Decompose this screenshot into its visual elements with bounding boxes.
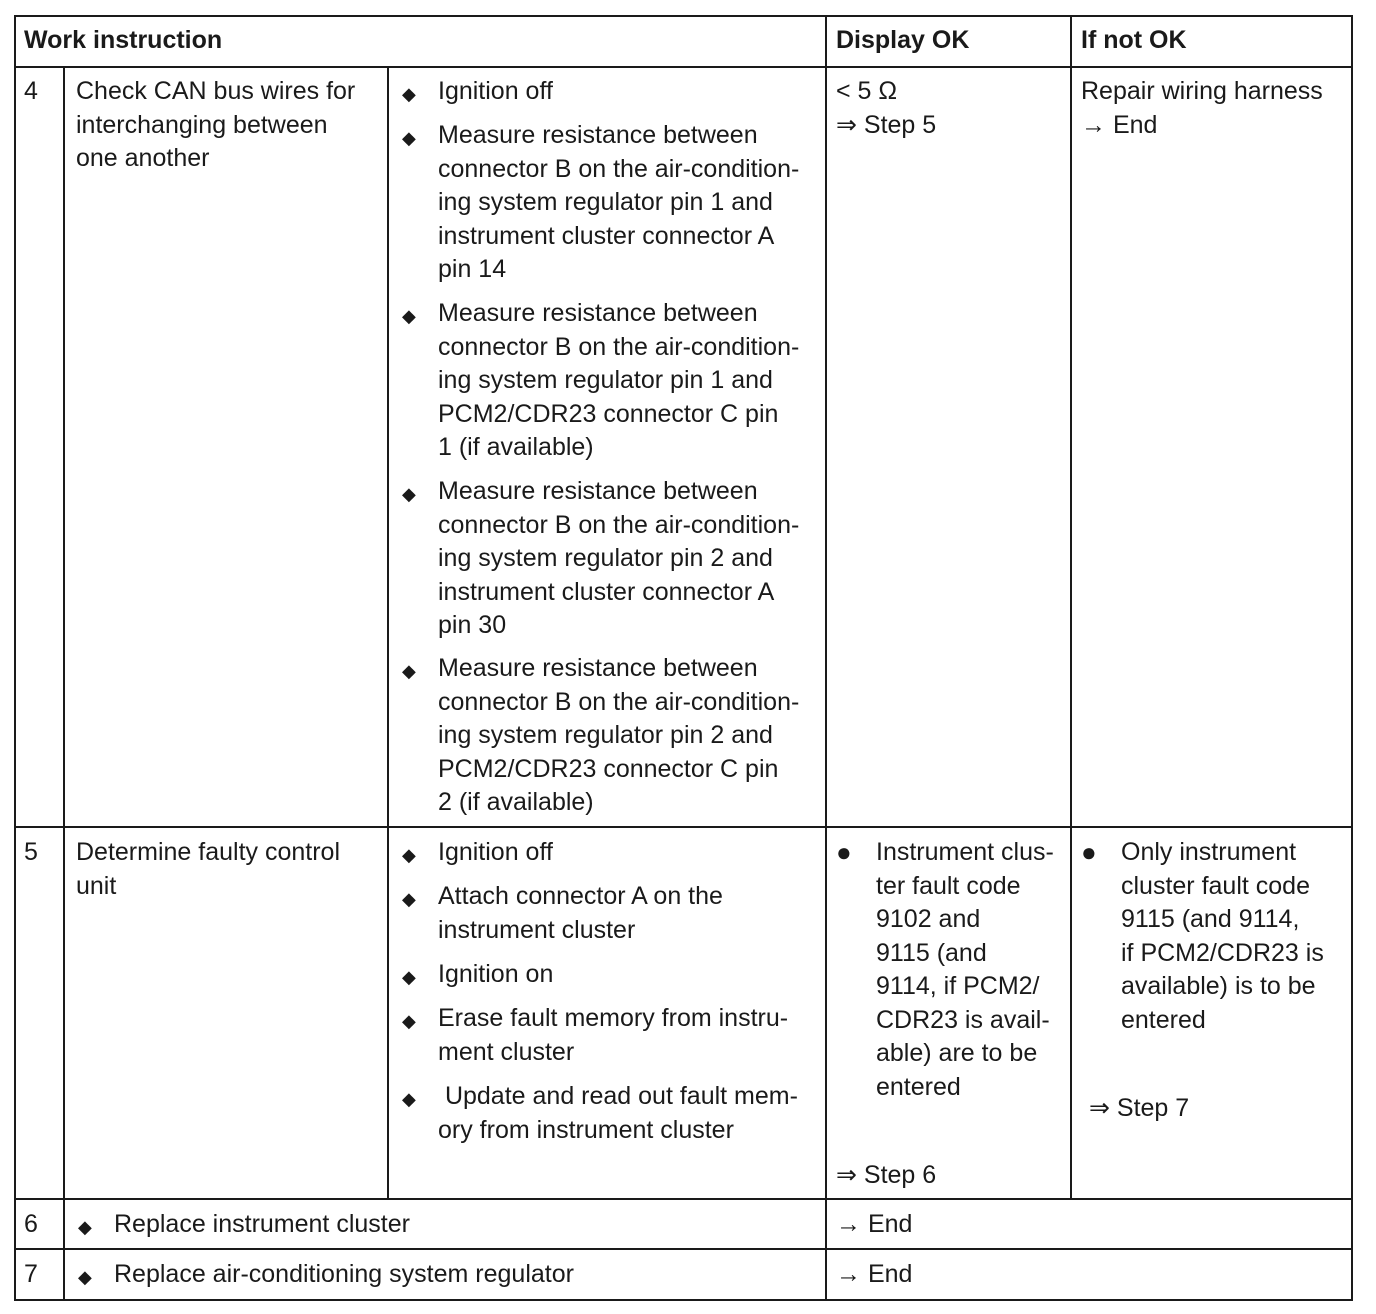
display-ok-line: CDR23 is avail- [876, 1005, 1050, 1034]
diamond-bullet-icon: ◆ [402, 967, 416, 987]
display-ok-line: 9102 and [876, 905, 981, 933]
task-line: one another [76, 144, 210, 172]
instruction-line: Ignition on [438, 960, 554, 988]
instruction-line: Measure resistance between [438, 654, 758, 682]
step-number: 7 [24, 1260, 38, 1288]
if-not-ok-action: Repair wiring harness [1081, 77, 1323, 105]
if-not-ok-next: → End [1081, 110, 1158, 139]
instruction-line: connector B on the air-condition- [438, 510, 800, 539]
if-not-ok-line: Only instrument [1121, 838, 1297, 866]
if-not-ok-line: 9115 (and 9114, [1121, 905, 1300, 933]
instruction-line: Update and read out fault mem- [438, 1082, 798, 1110]
if-not-ok-line: available) is to be [1121, 972, 1316, 1000]
instruction-line: pin 30 [438, 611, 507, 639]
display-ok-value: < 5 Ω [836, 77, 898, 105]
round-bullet-icon: ● [836, 837, 852, 867]
header-display-ok: Display OK [836, 26, 970, 54]
diamond-bullet-icon: ◆ [402, 306, 416, 326]
diamond-bullet-icon: ◆ [402, 84, 416, 104]
step-number: 6 [24, 1210, 38, 1238]
if-not-ok-next-step: ⇒ Step 7 [1089, 1094, 1190, 1122]
task-text: Replace instrument cluster [114, 1210, 410, 1238]
display-ok-line: 9114, if PCM2/ [876, 972, 1040, 1000]
header-work-instruction: Work instruction [24, 26, 223, 54]
diamond-bullet-icon: ◆ [402, 1089, 416, 1109]
instruction-line: ing system regulator pin 1 and [438, 188, 773, 216]
instruction-line: Measure resistance between [438, 299, 758, 327]
diamond-bullet-icon: ◆ [78, 1267, 92, 1287]
instruction-line: instrument cluster connector A [438, 221, 775, 250]
round-bullet-icon: ● [1081, 837, 1097, 867]
diamond-bullet-icon: ◆ [402, 845, 416, 865]
display-ok-line: ter fault code [876, 871, 1021, 900]
task-line: unit [76, 871, 117, 900]
if-not-ok-line: entered [1121, 1005, 1206, 1034]
step-number: 4 [24, 77, 38, 105]
step-number: 5 [24, 838, 38, 866]
display-ok-line: Instrument clus- [876, 838, 1054, 866]
instruction-line: PCM2/CDR23 connector C pin [438, 399, 779, 428]
diamond-bullet-icon: ◆ [402, 661, 416, 681]
task-line: interchanging between [76, 110, 328, 139]
diamond-bullet-icon: ◆ [78, 1217, 92, 1237]
display-ok-next-step: ⇒ Step 6 [836, 1161, 937, 1189]
instruction-line: ing system regulator pin 2 and [438, 544, 773, 572]
result-text: → End [836, 1210, 913, 1238]
diamond-bullet-icon: ◆ [402, 128, 416, 148]
instruction-line: ory from instrument cluster [438, 1115, 734, 1144]
instruction-line: Measure resistance between [438, 121, 758, 149]
diamond-bullet-icon: ◆ [402, 1011, 416, 1031]
display-ok-line: 9115 (and [876, 938, 987, 967]
instruction-line: connector B on the air-condition- [438, 154, 800, 183]
instruction-line: Ignition off [438, 77, 553, 105]
instruction-line: Ignition off [438, 838, 553, 866]
instruction-line: pin 14 [438, 255, 507, 283]
instruction-line: ing system regulator pin 1 and [438, 366, 773, 394]
instruction-line: Attach connector A on the [438, 882, 723, 910]
task-line: Determine faulty control [76, 838, 341, 866]
display-ok-line: entered [876, 1072, 961, 1101]
instruction-line: Measure resistance between [438, 477, 758, 505]
header-if-not-ok: If not OK [1081, 26, 1187, 54]
instruction-line: ment cluster [438, 1037, 575, 1066]
if-not-ok-line: cluster fault code [1121, 871, 1310, 900]
task-line: Check CAN bus wires for [76, 77, 356, 105]
result-text: → End [836, 1260, 913, 1288]
instruction-line: connector B on the air-condition- [438, 687, 800, 716]
instruction-line: 1 (if available) [438, 433, 594, 461]
diamond-bullet-icon: ◆ [402, 484, 416, 504]
diamond-bullet-icon: ◆ [402, 889, 416, 909]
instruction-line: PCM2/CDR23 connector C pin [438, 754, 779, 783]
display-ok-line: able) are to be [876, 1039, 1038, 1067]
if-not-ok-line: if PCM2/CDR23 is [1121, 938, 1324, 967]
instruction-line: connector B on the air-condition- [438, 332, 800, 361]
instruction-line: Erase fault memory from instru- [438, 1004, 789, 1032]
instruction-line: 2 (if available) [438, 788, 594, 816]
instruction-line: instrument cluster [438, 915, 636, 944]
instruction-line: ing system regulator pin 2 and [438, 721, 773, 749]
instruction-line: instrument cluster connector A [438, 577, 775, 606]
task-text: Replace air-conditioning system regulator [114, 1260, 574, 1288]
display-ok-next-step: ⇒ Step 5 [836, 110, 937, 139]
